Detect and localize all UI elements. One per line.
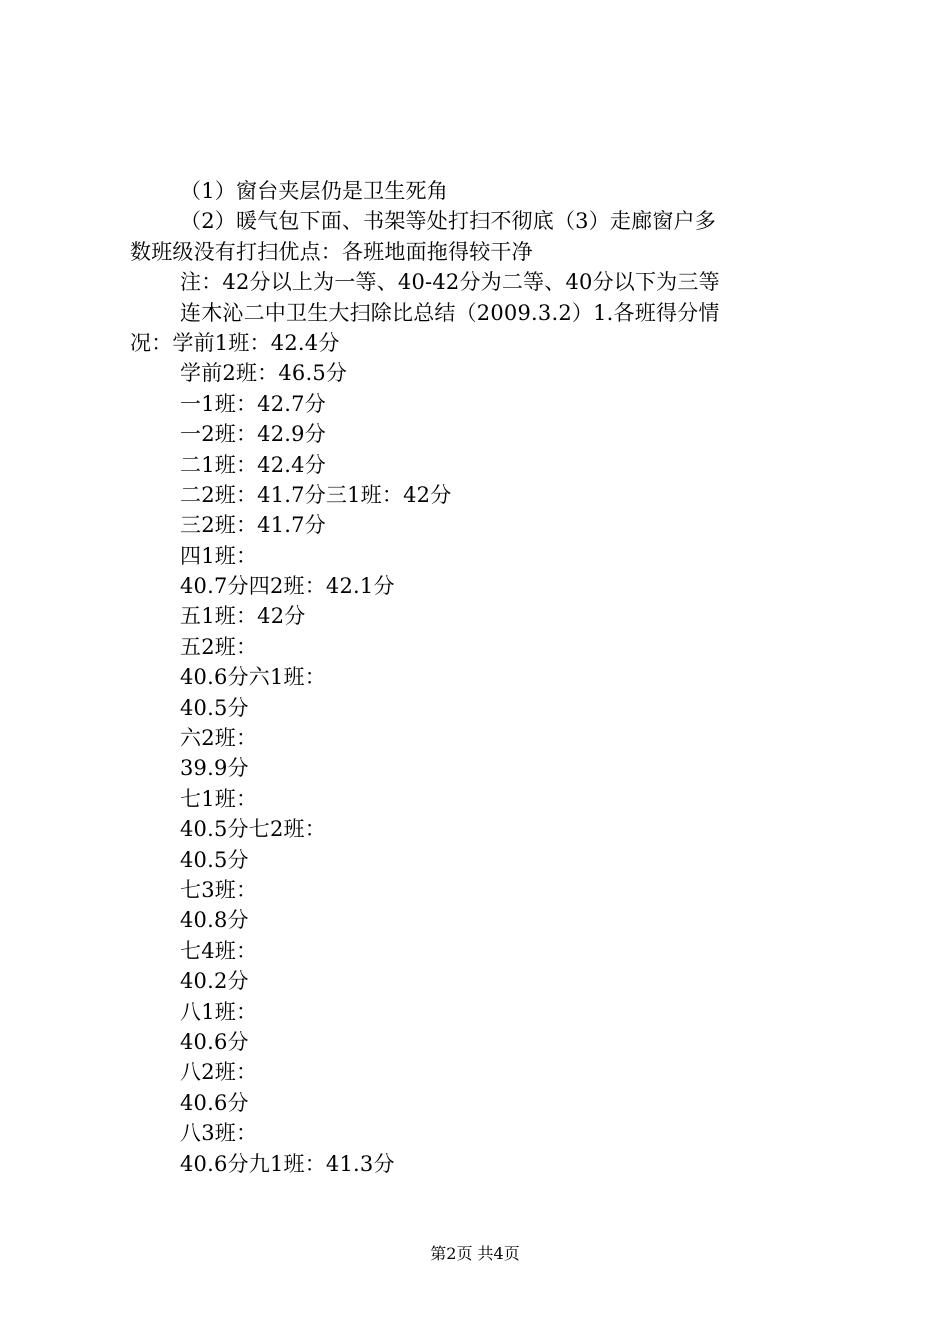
text-line: 40.5分七2班：	[180, 817, 326, 842]
text-line: 二1班：42.4分	[180, 452, 326, 477]
text-line: 40.5分	[180, 847, 249, 872]
text-line: 连木沁二中卫生大扫除比总结（2009.3.2）1.各班得分情	[180, 300, 720, 325]
text-line: 八3班：	[180, 1121, 258, 1146]
text-line: 40.6分	[180, 1029, 249, 1054]
text-line: 39.9分	[180, 756, 249, 781]
text-line: 七3班：	[180, 877, 258, 902]
text-line: （2）暖气包下面、书架等处打扫不彻底（3）走廊窗户多	[180, 209, 716, 234]
text-line: 40.6分六1班：	[180, 665, 326, 690]
text-line: 学前2班：46.5分	[180, 361, 348, 386]
text-line: 数班级没有打扫优点：各班地面拖得较干净	[130, 239, 533, 264]
text-line: 40.5分	[180, 695, 249, 720]
text-line: 二2班：41.7分三1班：42分	[180, 482, 452, 507]
text-line: 况：学前1班：42.4分	[130, 330, 340, 355]
page-footer: 第2页 共4页	[430, 1244, 520, 1263]
text-line: 八2班：	[180, 1060, 258, 1085]
text-line: （1）窗台夹层仍是卫生死角	[180, 179, 448, 203]
text-line: 40.2分	[180, 969, 249, 994]
text-line: 八1班：	[180, 999, 258, 1024]
text-line: 一2班：42.9分	[180, 422, 326, 447]
text-line: 四1班：	[180, 543, 258, 568]
text-line: 40.8分	[180, 908, 249, 933]
text-line: 六2班：	[180, 726, 258, 751]
text-line: 注：42分以上为一等、40-42分为二等、40分以下为三等	[180, 270, 720, 295]
text-line: 七1班：	[180, 786, 258, 811]
text-line: 40.6分九1班：41.3分	[180, 1151, 395, 1176]
text-line: 40.6分	[180, 1090, 249, 1115]
document-body	[130, 176, 842, 1179]
text-line: 五2班：	[180, 634, 258, 659]
text-line: 五1班：42分	[180, 604, 306, 629]
text-line: 40.7分四2班：42.1分	[180, 574, 395, 599]
text-line: 七4班：	[180, 938, 258, 963]
text-line: 三2班：41.7分	[180, 513, 326, 538]
text-line: 一1班：42.7分	[180, 391, 326, 416]
